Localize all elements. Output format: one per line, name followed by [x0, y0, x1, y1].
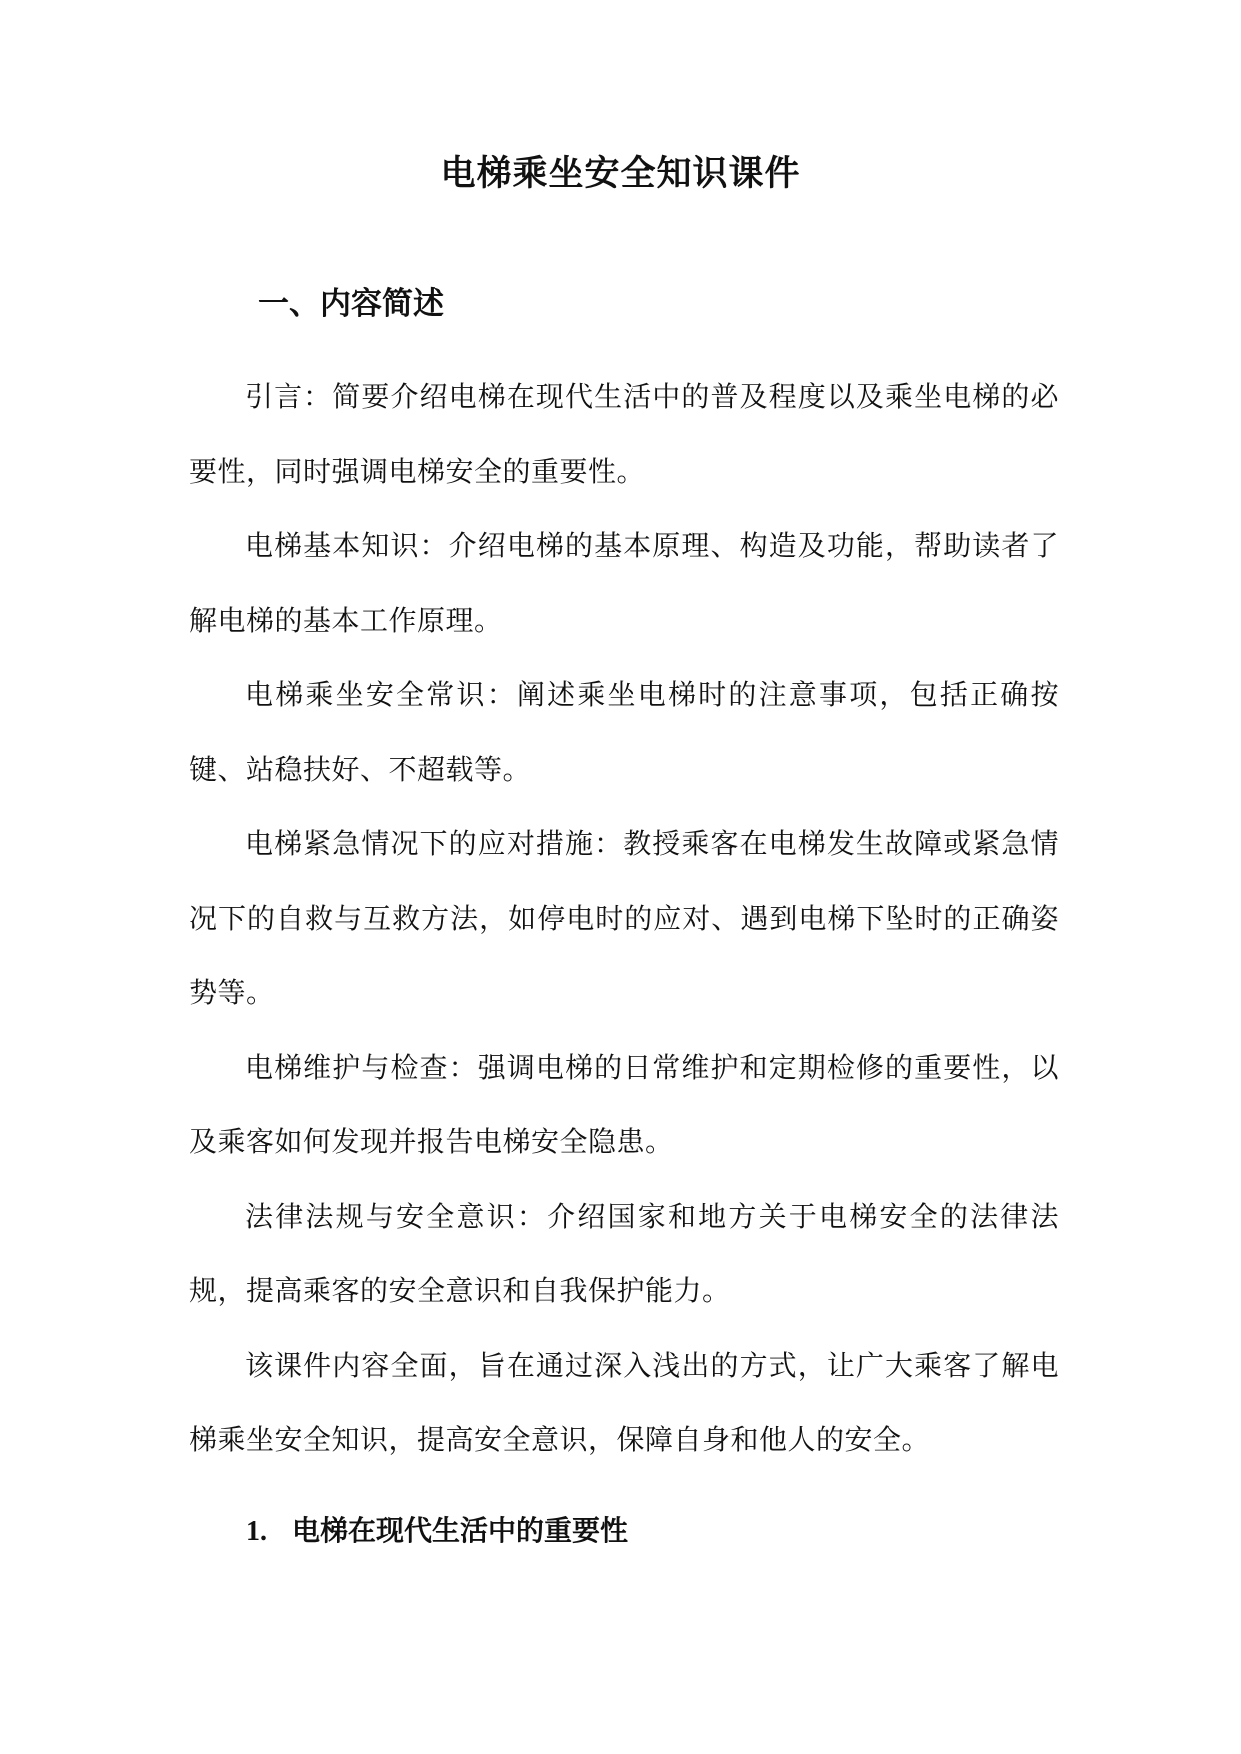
paragraph-introduction: 引言：简要介绍电梯在现代生活中的普及程度以及乘坐电梯的必要性，同时强调电梯安全的重要性。 [189, 380, 1059, 488]
paragraph-basic-knowledge: 电梯基本知识：介绍电梯的基本原理、构造及功能，帮助读者了解电梯的基本工作原理。 [189, 529, 1059, 637]
section-heading: 一、内容简述 [258, 286, 444, 322]
paragraph-emergency-measures: 电梯紧急情况下的应对措施：教授乘客在电梯发生故障或紧急情况下的自救与互救方法，如停电时的应对、遇到电梯下坠时的正确姿势等。 [189, 827, 1059, 1009]
subheading-number: 1. [246, 1516, 267, 1547]
paragraph-summary: 该课件内容全面，旨在通过深入浅出的方式，让广大乘客了解电梯乘坐安全知识，提高安全意识，保障自身和他人的安全。 [189, 1348, 1059, 1456]
document-title: 电梯乘坐安全知识课件 [440, 153, 801, 194]
paragraph-maintenance: 电梯维护与检查：强调电梯的日常维护和定期检修的重要性，以及乘客如何发现并报告电梯安全隐患。 [189, 1050, 1059, 1158]
paragraph-riding-safety: 电梯乘坐安全常识：阐述乘坐电梯时的注意事项，包括正确按键、站稳扶好、不超载等。 [189, 678, 1059, 786]
subheading-text: 电梯在现代生活中的重要性 [292, 1514, 629, 1547]
document-body [189, 360, 1059, 1478]
subheading [246, 1511, 628, 1552]
paragraph-laws-regulations: 法律法规与安全意识：介绍国家和地方关于电梯安全的法律法规，提高乘客的安全意识和自我保护能力。 [189, 1199, 1059, 1307]
